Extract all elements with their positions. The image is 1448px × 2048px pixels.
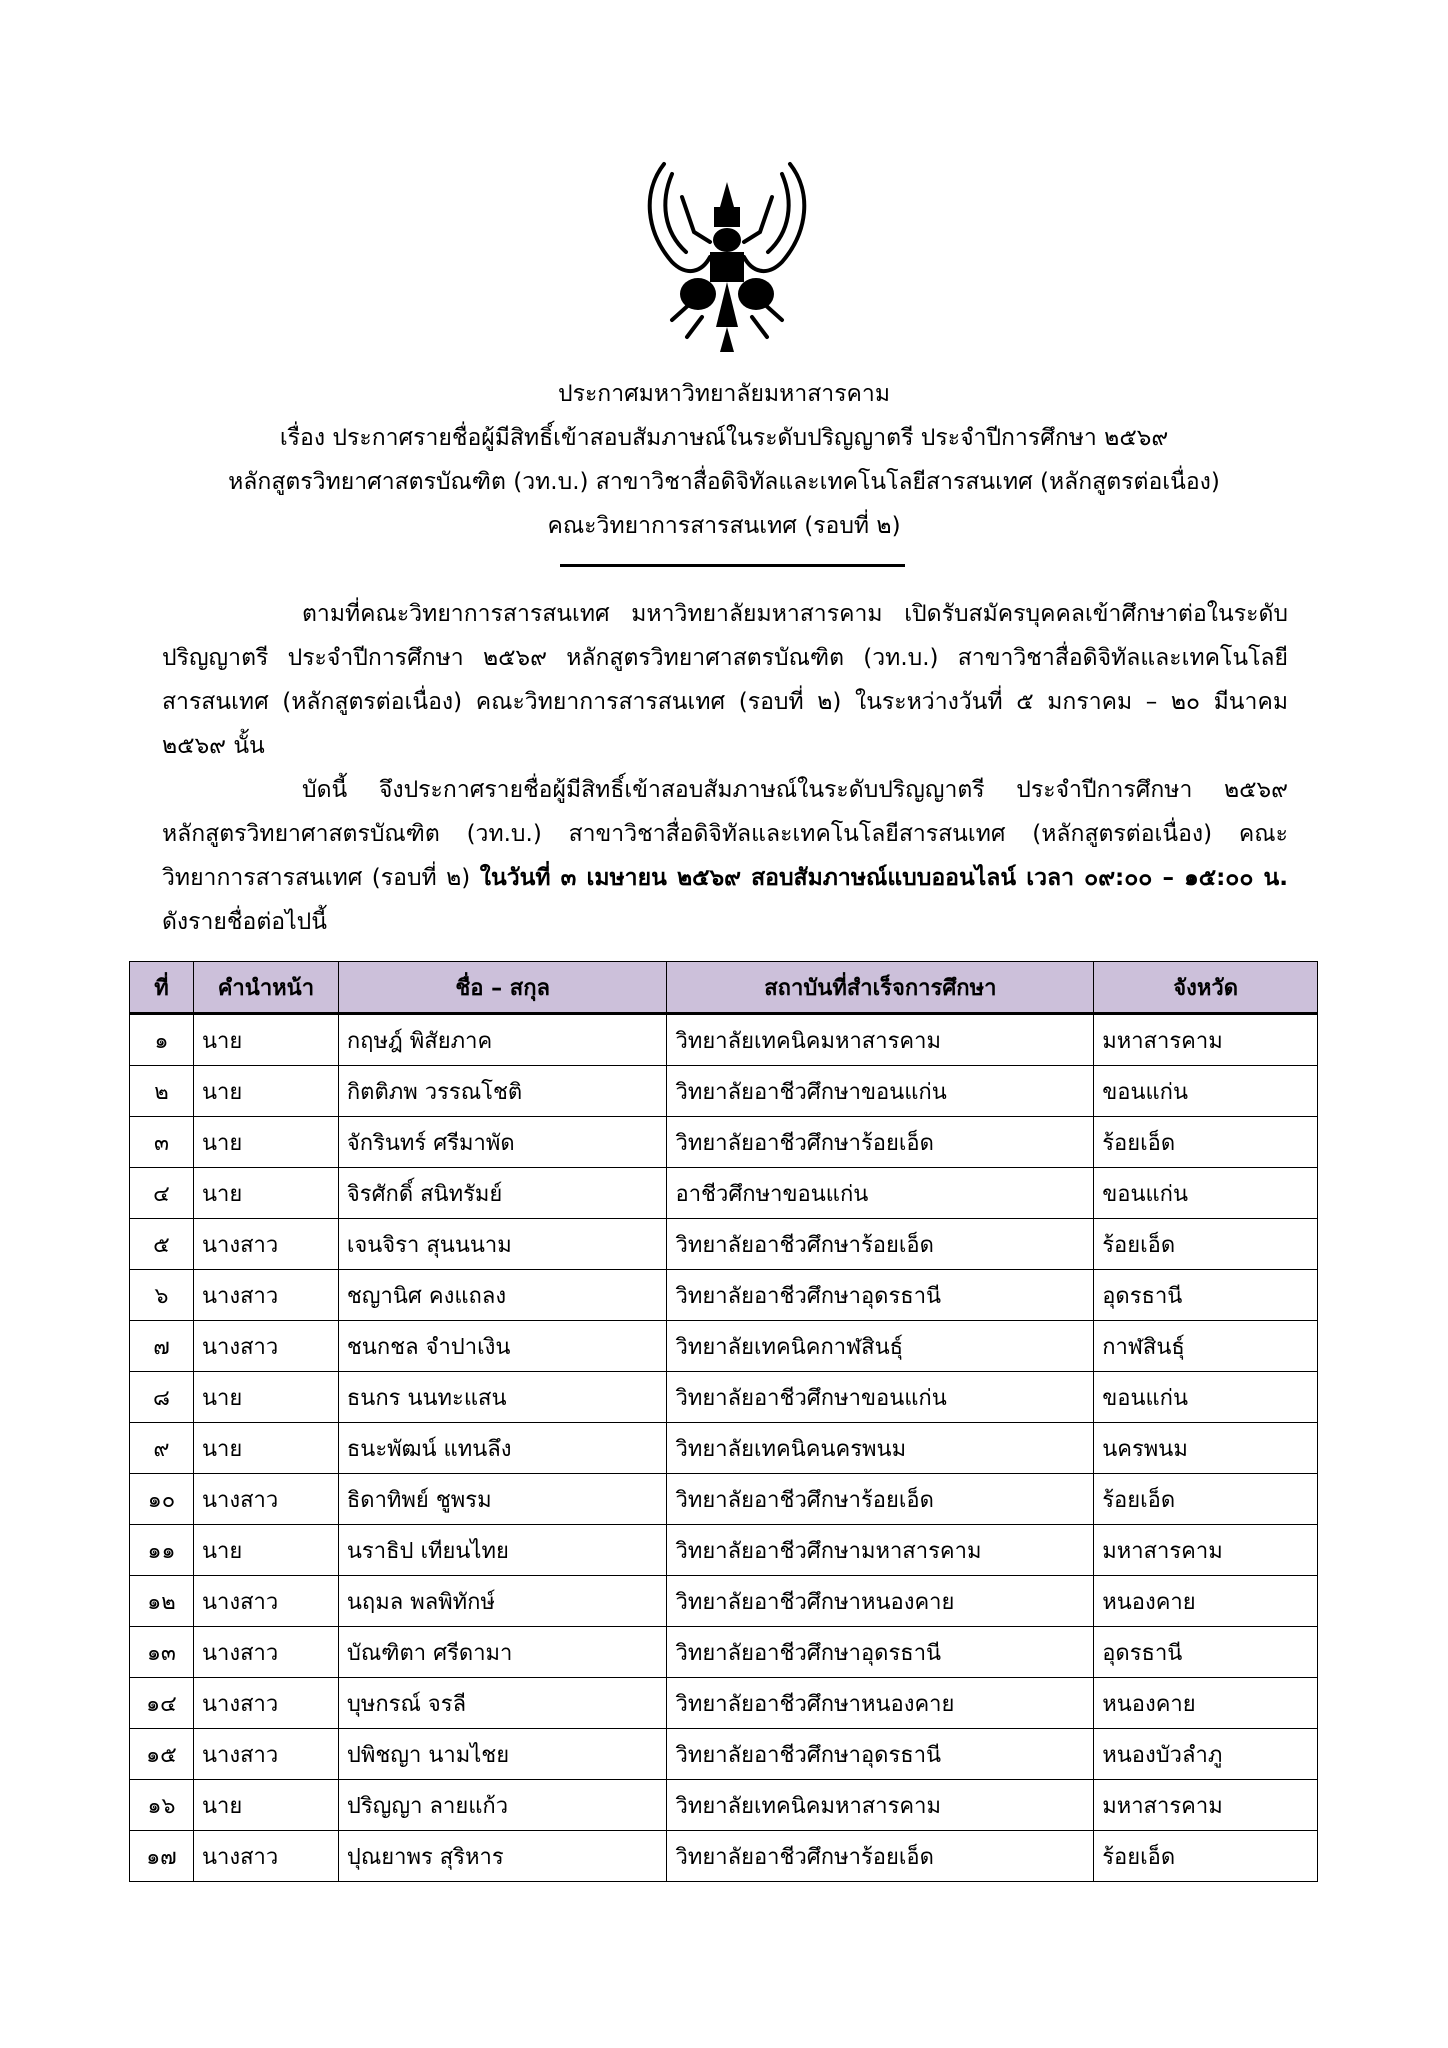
table-row xyxy=(130,1525,1318,1576)
header-divider xyxy=(560,564,905,567)
cell-prefix: นาย xyxy=(193,1780,338,1831)
cell-no: ๔ xyxy=(130,1168,194,1219)
interview-date-time: ในวันที่ ๓ เมษายน ๒๕๖๙ สอบสัมภาษณ์แบบออนไลน์ เวลา ๐๙:๐๐ – ๑๕:๐๐ น. xyxy=(479,865,1288,891)
table-row xyxy=(130,1270,1318,1321)
cell-institution: วิทยาลัยอาชีวศึกษาหนองคาย xyxy=(667,1678,1094,1729)
cell-province: มหาสารคาม xyxy=(1094,1525,1318,1576)
table-row xyxy=(130,1372,1318,1423)
cell-institution: วิทยาลัยเทคนิคมหาสารคาม xyxy=(667,1014,1094,1066)
cell-province: ร้อยเอ็ด xyxy=(1094,1831,1318,1882)
cell-name: ธนะพัฒน์ แทนลึง xyxy=(338,1423,667,1474)
cell-institution: วิทยาลัยอาชีวศึกษาขอนแก่น xyxy=(667,1066,1094,1117)
table-row xyxy=(130,1831,1318,1882)
cell-institution: วิทยาลัยอาชีวศึกษาอุดรธานี xyxy=(667,1270,1094,1321)
header-line-4: คณะวิทยาการสารสนเทศ (รอบที่ ๒) xyxy=(547,513,901,539)
cell-no: ๑๔ xyxy=(130,1678,194,1729)
cell-prefix: นางสาว xyxy=(193,1678,338,1729)
cell-no: ๖ xyxy=(130,1270,194,1321)
cell-prefix: นางสาว xyxy=(193,1831,338,1882)
cell-prefix: นางสาว xyxy=(193,1321,338,1372)
cell-no: ๒ xyxy=(130,1066,194,1117)
table-row xyxy=(130,1168,1318,1219)
cell-prefix: นางสาว xyxy=(193,1729,338,1780)
cell-institution: วิทยาลัยอาชีวศึกษาอุดรธานี xyxy=(667,1627,1094,1678)
cell-no: ๕ xyxy=(130,1219,194,1270)
table-row xyxy=(130,1066,1318,1117)
cell-institution: วิทยาลัยเทคนิคมหาสารคาม xyxy=(667,1780,1094,1831)
cell-province: กาฬสินธุ์ xyxy=(1094,1321,1318,1372)
table-row xyxy=(130,1117,1318,1168)
cell-prefix: นาย xyxy=(193,1525,338,1576)
cell-province: หนองคาย xyxy=(1094,1576,1318,1627)
table-header-row xyxy=(130,962,1318,1014)
paragraph-2 xyxy=(162,768,1288,944)
cell-name: นฤมล พลพิทักษ์ xyxy=(338,1576,667,1627)
table-row xyxy=(130,1780,1318,1831)
cell-institution: อาชีวศึกษาขอนแก่น xyxy=(667,1168,1094,1219)
column-header-name: ชื่อ – สกุล xyxy=(338,962,667,1014)
announcement-header xyxy=(0,372,1448,548)
cell-province: หนองบัวลำภู xyxy=(1094,1729,1318,1780)
cell-no: ๓ xyxy=(130,1117,194,1168)
table-row xyxy=(130,1219,1318,1270)
table-row xyxy=(130,1423,1318,1474)
paragraph-1 xyxy=(162,592,1288,768)
paragraph-2-tail: ดังรายชื่อต่อไปนี้ xyxy=(162,909,327,935)
cell-institution: วิทยาลัยเทคนิคกาฬสินธุ์ xyxy=(667,1321,1094,1372)
cell-prefix: นางสาว xyxy=(193,1627,338,1678)
cell-prefix: นาย xyxy=(193,1066,338,1117)
header-line-1: ประกาศมหาวิทยาลัยมหาสารคาม xyxy=(557,381,891,407)
cell-institution: วิทยาลัยอาชีวศึกษาอุดรธานี xyxy=(667,1729,1094,1780)
paragraph-2-text: บัดนี้ จึงประกาศรายชื่อผู้มีสิทธิ์เข้าสอบสัมภาษณ์ในระดับปริญญาตรี ประจำปีการศึกษา ๒๕๖๙ หลักสูตรวิทยาศาสตรบัณฑิต (วท.บ.) สาขาวิชาสื่อดิจิทัลและเทคโนโลยีสารสนเทศ (หลักสูตรต่อเนื่อง) คณะวิทยาการสารสนเทศ (รอบที่ ๒) xyxy=(162,777,1288,891)
cell-prefix: นาย xyxy=(193,1014,338,1066)
cell-no: ๑๗ xyxy=(130,1831,194,1882)
cell-province: มหาสารคาม xyxy=(1094,1780,1318,1831)
cell-province: ร้อยเอ็ด xyxy=(1094,1117,1318,1168)
cell-prefix: นางสาว xyxy=(193,1219,338,1270)
cell-province: ขอนแก่น xyxy=(1094,1168,1318,1219)
cell-institution: วิทยาลัยอาชีวศึกษาร้อยเอ็ด xyxy=(667,1474,1094,1525)
cell-name: ปพิชญา นามไชย xyxy=(338,1729,667,1780)
cell-no: ๑๕ xyxy=(130,1729,194,1780)
cell-province: ร้อยเอ็ด xyxy=(1094,1219,1318,1270)
column-header-no: ที่ xyxy=(130,962,194,1014)
cell-province: นครพนม xyxy=(1094,1423,1318,1474)
cell-prefix: นางสาว xyxy=(193,1270,338,1321)
cell-province: อุดรธานี xyxy=(1094,1627,1318,1678)
cell-province: มหาสารคาม xyxy=(1094,1014,1318,1066)
cell-name: ธนกร นนทะแสน xyxy=(338,1372,667,1423)
cell-name: ธิดาทิพย์ ชูพรม xyxy=(338,1474,667,1525)
cell-prefix: นาย xyxy=(193,1423,338,1474)
cell-institution: วิทยาลัยอาชีวศึกษาร้อยเอ็ด xyxy=(667,1117,1094,1168)
column-header-institution: สถาบันที่สำเร็จการศึกษา xyxy=(667,962,1094,1014)
cell-no: ๑๖ xyxy=(130,1780,194,1831)
cell-name: นราธิป เทียนไทย xyxy=(338,1525,667,1576)
table-row xyxy=(130,1014,1318,1066)
cell-no: ๗ xyxy=(130,1321,194,1372)
column-header-province: จังหวัด xyxy=(1094,962,1318,1014)
cell-prefix: นาย xyxy=(193,1117,338,1168)
cell-no: ๑๒ xyxy=(130,1576,194,1627)
cell-name: จิรศักดิ์ สนิทรัมย์ xyxy=(338,1168,667,1219)
cell-institution: วิทยาลัยอาชีวศึกษาร้อยเอ็ด xyxy=(667,1831,1094,1882)
cell-name: กิตติภพ วรรณโชติ xyxy=(338,1066,667,1117)
table-row xyxy=(130,1321,1318,1372)
cell-prefix: นาย xyxy=(193,1168,338,1219)
cell-province: หนองคาย xyxy=(1094,1678,1318,1729)
cell-institution: วิทยาลัยอาชีวศึกษามหาสารคาม xyxy=(667,1525,1094,1576)
cell-institution: วิทยาลัยอาชีวศึกษาขอนแก่น xyxy=(667,1372,1094,1423)
cell-prefix: นาย xyxy=(193,1372,338,1423)
cell-institution: วิทยาลัยอาชีวศึกษาหนองคาย xyxy=(667,1576,1094,1627)
cell-province: ขอนแก่น xyxy=(1094,1066,1318,1117)
cell-name: ชญานิศ คงแถลง xyxy=(338,1270,667,1321)
cell-prefix: นางสาว xyxy=(193,1474,338,1525)
table-row xyxy=(130,1474,1318,1525)
cell-institution: วิทยาลัยเทคนิคนครพนม xyxy=(667,1423,1094,1474)
paragraph-1-text: ตามที่คณะวิทยาการสารสนเทศ มหาวิทยาลัยมหาสารคาม เปิดรับสมัครบุคคลเข้าศึกษาต่อในระดับปริญญาตรี ประจำปีการศึกษา ๒๕๖๙ หลักสูตรวิทยาศาสตรบัณฑิต (วท.บ.) สาขาวิชาสื่อดิจิทัลและเทคโนโลยีสารสนเทศ (หลักสูตรต่อเนื่อง) คณะวิทยาการสารสนเทศ (รอบที่ ๒) ในระหว่างวันที่ ๕ มกราคม – ๒๐ มีนาคม ๒๕๖๙ นั้น xyxy=(162,601,1288,759)
cell-no: ๑๑ xyxy=(130,1525,194,1576)
announcement-body xyxy=(162,592,1288,944)
header-line-3: หลักสูตรวิทยาศาสตรบัณฑิต (วท.บ.) สาขาวิชาสื่อดิจิทัลและเทคโนโลยีสารสนเทศ (หลักสูตรต่อเนื่อง) xyxy=(228,469,1220,495)
cell-province: ขอนแก่น xyxy=(1094,1372,1318,1423)
header-line-2: เรื่อง ประกาศรายชื่อผู้มีสิทธิ์เข้าสอบสัมภาษณ์ในระดับปริญญาตรี ประจำปีการศึกษา ๒๕๖๙ xyxy=(279,425,1169,451)
cell-no: ๑ xyxy=(130,1014,194,1066)
cell-name: ปริญญา ลายแก้ว xyxy=(338,1780,667,1831)
cell-province: ร้อยเอ็ด xyxy=(1094,1474,1318,1525)
cell-name: เจนจิรา สุนนนาม xyxy=(338,1219,667,1270)
cell-name: บุษกรณ์ จรลี xyxy=(338,1678,667,1729)
cell-no: ๑๓ xyxy=(130,1627,194,1678)
cell-name: บัณฑิตา ศรีดามา xyxy=(338,1627,667,1678)
cell-institution: วิทยาลัยอาชีวศึกษาร้อยเอ็ด xyxy=(667,1219,1094,1270)
cell-no: ๑๐ xyxy=(130,1474,194,1525)
table-row xyxy=(130,1627,1318,1678)
cell-name: ปุณยาพร สุริหาร xyxy=(338,1831,667,1882)
garuda-emblem-icon xyxy=(632,152,822,362)
table-row xyxy=(130,1729,1318,1780)
cell-no: ๘ xyxy=(130,1372,194,1423)
cell-province: อุดรธานี xyxy=(1094,1270,1318,1321)
cell-name: จักรินทร์ ศรีมาพัด xyxy=(338,1117,667,1168)
cell-name: ชนกชล จำปาเงิน xyxy=(338,1321,667,1372)
cell-prefix: นางสาว xyxy=(193,1576,338,1627)
cell-no: ๙ xyxy=(130,1423,194,1474)
cell-name: กฤษฎ์ พิสัยภาค xyxy=(338,1014,667,1066)
table-row xyxy=(130,1678,1318,1729)
candidate-table xyxy=(129,961,1318,1882)
column-header-prefix: คำนำหน้า xyxy=(193,962,338,1014)
table-row xyxy=(130,1576,1318,1627)
